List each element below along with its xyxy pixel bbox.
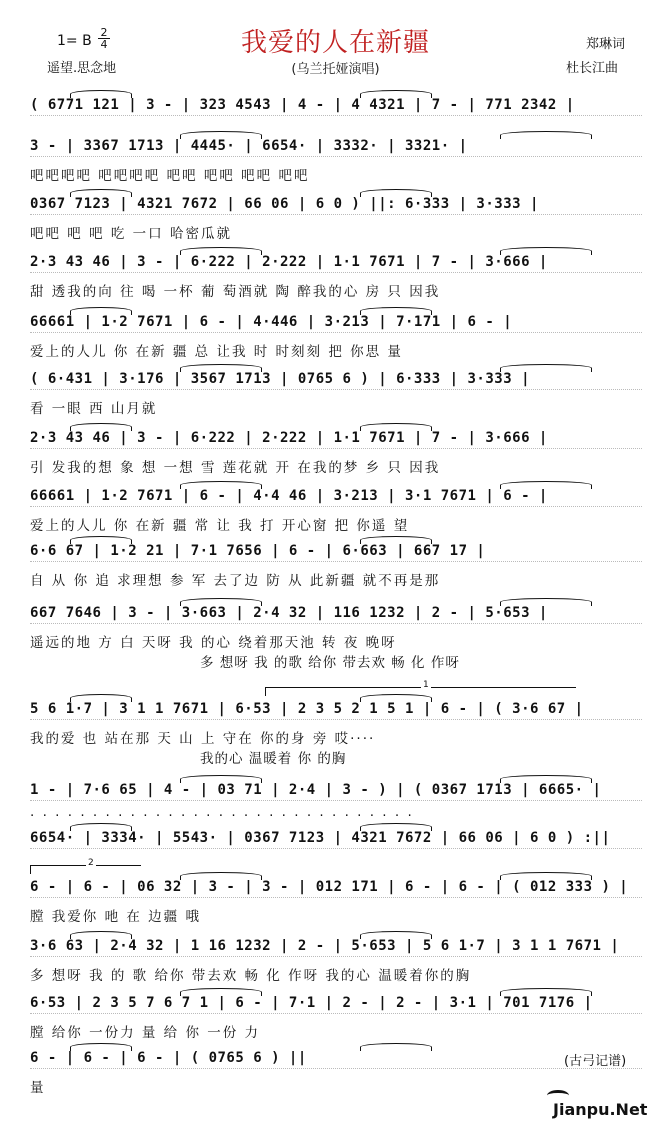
slur-arc: [360, 90, 432, 98]
lyric-line: 爱上的人儿 你 在新 疆 总 让我 时 时刻刻 把 你思 量: [30, 344, 403, 360]
lyric-line: 引 发我的想 象 想 一想 雪 莲花就 开 在我的梦 乡 只 因我: [30, 460, 441, 476]
slur-arc: [360, 1043, 432, 1051]
score-row: [30, 782, 642, 808]
score-row: [30, 196, 642, 222]
expression-mark: 遥望.思念地: [47, 61, 117, 76]
notation-line: 667 7646 | 3 - | 3·663 | 2·4 32 | 116 1232 | 2 - | 5·653 |: [30, 605, 642, 624]
slur-arc: [70, 90, 132, 98]
lyric-line: 甜 透我的向 往 喝 一杯 葡 萄酒就 陶 醉我的心 房 只 因我: [30, 284, 441, 300]
slur-arc: [180, 775, 262, 783]
notation-line: 66661 | 1·2 7671 | 6 - | 4·446 | 3·213 | 7·171 | 6 - |: [30, 314, 642, 333]
score-row: [30, 938, 642, 964]
notation-line: 3·6 63 | 2·4 32 | 1 16 1232 | 2 - | 5·653 | 5 6 1·7 | 3 1 1 7671 |: [30, 938, 642, 957]
score-row: [30, 995, 642, 1021]
slur-arc: [500, 988, 592, 996]
notation-line: 6·6 67 | 1·2 21 | 7·1 7656 | 6 - | 6·663 | 667 17 |: [30, 543, 642, 562]
score-row: [30, 314, 642, 340]
notation-line: 0367 7123 | 4321 7672 | 66 06 | 6 0 ) ||: 6·333 | 3·333 |: [30, 196, 642, 215]
notation-line: ( 6·431 | 3·176 | 3567 1713 | 0765 6 ) | 6·333 | 3·333 |: [30, 371, 642, 390]
slur-arc: [500, 598, 592, 606]
notation-line: 2·3 43 46 | 3 - | 6·222 | 2·222 | 1·1 7671 | 7 - | 3·666 |: [30, 430, 642, 449]
watermark: Jianpu.Net: [553, 1100, 648, 1119]
lyric-line: 多 想呀 我 的歌 给你 带去欢 畅 化 作呀: [200, 655, 460, 671]
slur-arc: [70, 536, 132, 544]
slur-arc: [180, 481, 262, 489]
song-title: 我爱的人在新疆: [240, 28, 430, 58]
lyric-line: 我的爱 也 站在那 天 山 上 守在 你的身 旁 哎····: [30, 731, 376, 747]
score-row: [30, 371, 642, 397]
slur-arc: [70, 307, 132, 315]
lyric-line: 看 一眼 西 山月就: [30, 401, 158, 417]
score-row: [30, 430, 642, 456]
slur-arc: [500, 481, 592, 489]
score-row: [30, 543, 642, 569]
slur-arc: [180, 364, 262, 372]
score-row: [30, 254, 642, 280]
key-signature: 1= B: [57, 33, 92, 49]
slur-arc: [70, 189, 132, 197]
meter-bottom: 4: [98, 38, 110, 50]
slur-arc: [360, 931, 432, 939]
notation-line: 6654· | 3334· | 5543· | 0367 7123 | 4321 7672 | 66 06 | 6 0 ) :||: [30, 830, 642, 849]
score-row: [30, 879, 642, 905]
notation-line: 1 - | 7·6 65 | 4 - | 03 71 | 2·4 | 3 - ) | ( 0367 1713 | 6665· |: [30, 782, 642, 801]
volta-bracket: [30, 858, 141, 874]
lyric-line: 遥远的地 方 白 天呀 我 的心 绕着那天池 转 夜 晚呀: [30, 635, 397, 651]
slur-arc: [360, 536, 432, 544]
performer-subtitle: (乌兰托娅演唱): [291, 62, 380, 77]
notation-line: 5 6 1·7 | 3 1 1 7671 | 6·53 | 2 3 5 2 1 5 1 | 6 - | ( 3·6 67 |: [30, 701, 642, 720]
notation-line: 66661 | 1·2 7671 | 6 - | 4·4 46 | 3·213 | 3·1 7671 | 6 - |: [30, 488, 642, 507]
slur-arc: [180, 131, 262, 139]
composer-credit: 杜长江曲: [566, 61, 619, 76]
slur-arc: [500, 247, 592, 255]
score-row: [30, 488, 642, 514]
slur-arc: [70, 823, 132, 831]
lyricist-credit: 郑琳词: [586, 37, 626, 52]
slur-arc: [360, 307, 432, 315]
score-row: [30, 1050, 642, 1076]
slur-arc: [500, 775, 592, 783]
meter-top: 2: [100, 26, 108, 39]
time-signature: [98, 27, 110, 50]
notation-line: 3 - | 3367 1713 | 4445· | 6654· | 3332· | 3321· |: [30, 138, 642, 157]
score-row: [30, 138, 642, 164]
slur-arc: [500, 364, 592, 372]
slur-arc: [180, 872, 262, 880]
lyric-line: 吧吧吧吧 吧吧吧吧 吧吧 吧吧 吧吧 吧吧: [30, 168, 310, 184]
lyric-line: 我的心 温暖着 你 的胸: [200, 751, 347, 767]
volta-number: 2: [88, 858, 94, 868]
lyric-line: 量: [30, 1080, 46, 1096]
score-row: [30, 97, 642, 123]
notation-line: 6·53 | 2 3 5 7 6 7 1 | 6 - | 7·1 | 2 - | 2 - | 3·1 | 701 7176 |: [30, 995, 642, 1014]
slur-arc: [180, 598, 262, 606]
slur-arc: [70, 694, 132, 702]
score-row: [30, 830, 642, 856]
lyric-line: 自 从 你 追 求理想 参 军 去了边 防 从 此新疆 就不再是那: [30, 573, 441, 589]
slur-arc: [360, 423, 432, 431]
transcriber-note: (古弓记谱): [564, 1054, 627, 1069]
lyric-line: 吧吧 吧 吧 吃 一口 哈密瓜就: [30, 226, 232, 242]
volta-bracket: [265, 680, 576, 696]
slur-arc: [70, 1043, 132, 1051]
slur-arc: [70, 423, 132, 431]
lyric-line: 多 想呀 我 的 歌 给你 带去欢 畅 化 作呀 我的心 温暖着你的胸: [30, 968, 472, 984]
slur-arc: [360, 823, 432, 831]
slur-arc: [500, 131, 592, 139]
slur-arc: [360, 189, 432, 197]
lyric-line: 爱上的人儿 你 在新 疆 常 让 我 打 开心窗 把 你遥 望: [30, 518, 410, 534]
score-row: [30, 701, 642, 727]
lyric-line: · · · · · · · · · · · · · · · · · · · · · · · · · · · · · · ·: [30, 808, 414, 824]
notation-line: 6 - | 6 - | 6 - | ( 0765 6 ) ||: [30, 1050, 642, 1069]
volta-number: 1: [423, 680, 429, 690]
slur-arc: [500, 872, 592, 880]
notation-line: ( 6771 121 | 3 - | 323 4543 | 4 - | 4 4321 | 7 - | 771 2342 |: [30, 97, 642, 116]
slur-arc: [70, 931, 132, 939]
score-row: [30, 605, 642, 631]
lyric-line: 膛 给你 一份力 量 给 你 一份 力: [30, 1025, 261, 1041]
notation-line: 6 - | 6 - | 06 32 | 3 - | 3 - | 012 171 | 6 - | 6 - | ( 012 333 ) |: [30, 879, 642, 898]
notation-line: 2·3 43 46 | 3 - | 6·222 | 2·222 | 1·1 7671 | 7 - | 3·666 |: [30, 254, 642, 273]
slur-arc: [180, 988, 262, 996]
lyric-line: 膛 我爱你 吔 在 边疆 哦: [30, 909, 201, 925]
slur-arc: [180, 247, 262, 255]
